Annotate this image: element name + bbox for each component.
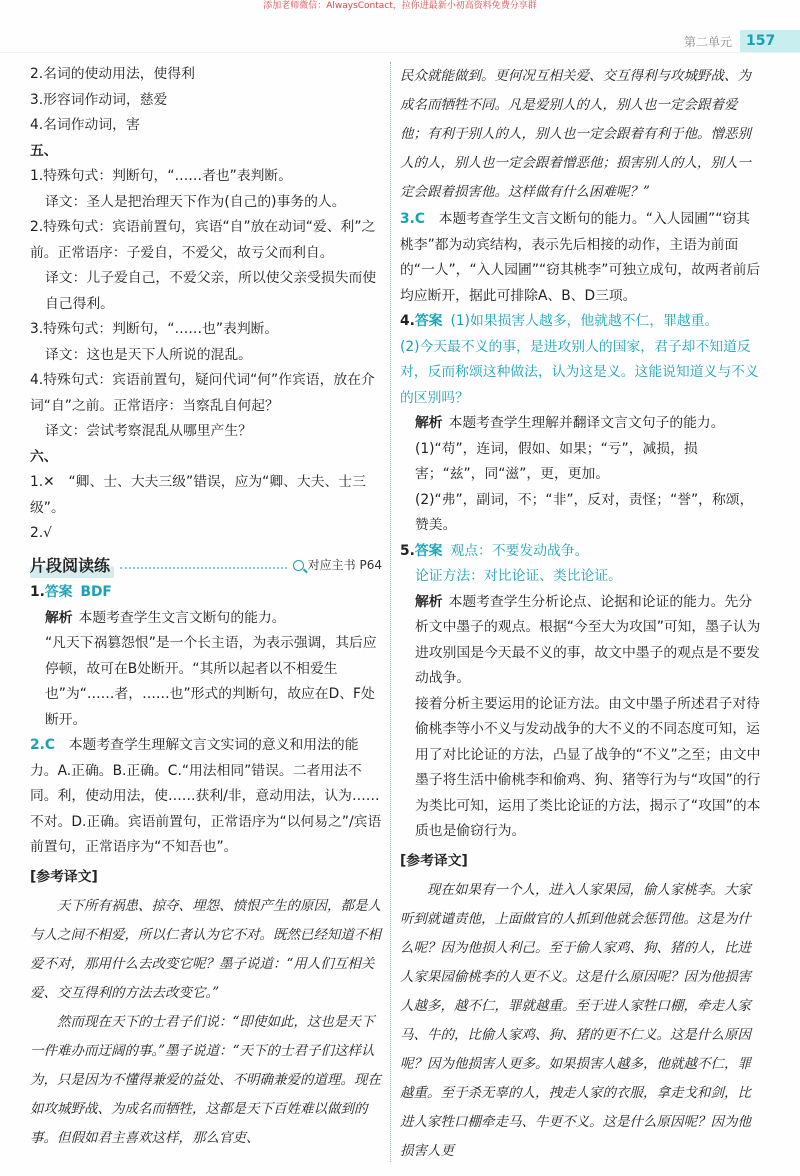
dotted-leader — [120, 567, 287, 569]
answer-line: 3.形容词作动词，慈爱 — [30, 91, 168, 108]
answer-label: 答案 — [414, 542, 443, 559]
analysis-text: 本题考查学生理解并翻译文言文句子的能力。 — [448, 415, 725, 431]
answer-line: 2.特殊句式：宾语前置句，宾语“自”放在动词“爱、利”之前。正常语序：子爱自，不爱父，故亏父而利自。 — [30, 219, 376, 261]
page-header — [684, 30, 800, 52]
analysis-body: (2)“弗”，副词，不；“非”，反对，责怪；“誉”，称颂，赞美。 — [415, 491, 754, 533]
answer-label: 答案 — [414, 313, 443, 329]
question-2 — [30, 733, 382, 861]
analysis-text: 本题考查学生分析论点、论据和论证的能力。先分析文中墨子的观点。根据“今至大为攻国”可知，墨子认为进攻别国是今天最不义的事，故文中墨子的观点是不要发动战争。 — [415, 593, 761, 686]
header-rule — [0, 52, 800, 53]
section-ref-text: 对应主书 P64 — [307, 557, 382, 572]
analysis-label: 解析 — [415, 415, 443, 431]
question-1-answer — [30, 580, 382, 606]
analysis-body: “凡天下祸篡怨恨”是一个长主语，为表示强调，其后应停顿，故可在B处断开。“其所以起者以不相爱生也”为“……者，……也”形式的判断句，故应在D、F处断开。 — [45, 635, 377, 728]
answer-line: 4.名词作动词，害 — [30, 117, 140, 133]
translation-line: 译文：尝试考察混乱从哪里产生？ — [45, 423, 252, 439]
translation-line: 译文：圣人是把治理天下作为(自己的)事务的人。 — [45, 193, 346, 210]
analysis-label: 解析 — [45, 609, 73, 626]
question-number: 4. — [400, 313, 415, 329]
analysis-text: 本题考查学生文言文断句的能力。 — [78, 609, 286, 626]
question-number: 5. — [400, 542, 415, 559]
section-title-bar — [30, 553, 382, 579]
answer-value: BDF — [80, 584, 112, 600]
translation-line: 译文：这也是天下人所说的混乱。 — [45, 346, 252, 363]
question-number: 3.C — [400, 211, 425, 227]
question-5-answer — [400, 539, 762, 565]
section-title: 片段阅读练 — [30, 553, 114, 579]
search-icon — [293, 560, 304, 571]
left-column — [30, 62, 382, 1153]
unit-label: 第二单元 — [683, 34, 732, 49]
reference-translation-text: 民众就能做到。更何况互相关爱、交互得利与攻城野战、为成名而牺牲不同。凡是爱别人的人，别人也一定会跟着爱他；有利于别人的人，别人也一定会跟着有利于他。憎恶别人的人，别人也一定会跟着憎恶他；损害别人的人，别人一定会跟着损害他。这样做有什么困难呢？” — [400, 68, 751, 200]
question-1-analysis — [30, 606, 382, 632]
question-body: 本题考查学生文言文断句的能力。“入人园圃”“窃其桃李”都为动宾结构，表示先后相接的动作，主语为前面的“一人”，“入人园圃”“窃其桃李”可独立成句，故两者前后均应断开，据此可排除A、B、D三项。 — [400, 211, 761, 304]
answer-line: 1.特殊句式：判断句，“……者也”表判断。 — [30, 168, 293, 184]
section-heading-5: 五、 — [30, 142, 58, 159]
answer-line: 3.特殊句式：判断句，“……也”表判断。 — [30, 321, 279, 337]
question-number: 1. — [30, 584, 45, 600]
right-column — [400, 62, 762, 1166]
analysis-body: 接着分析主要运用的论证方法。由文中墨子所述君子对待偷桃李等小不义与发动战争的大不义的不同态度可知，运用了对比论证的方法，凸显了战争的“不义”之至；由文中墨子将生活中偷桃李和偷鸡、狗、猪等行为与“攻国”的行为类比可知，运用了类比论证的方法，揭示了“攻国”的本质也是偷窃行为。 — [415, 695, 761, 839]
reference-translation-text: 现在如果有一个人，进入人家果园，偷人家桃李。大家听到就谴责他，上面做官的人抓到他就会惩罚他。这是为什么呢？因为他损人利己。至于偷人家鸡、狗、猪的人，比进人家果园偷桃李的人更不义。这是什么原因呢？因为他损害人越多，越不仁，罪就越重。至于进人家牲口棚，牵走人家马、牛的，比偷人家鸡、狗、猪的更不仁义。这是什么原因呢？因为他损害人更多。如果损害人越多，他就越不仁，罪越重。至于杀无辜的人，拽走人家的衣服，拿走戈和剑，比进人家牲口棚牵走马、牛更不义。这是什么原因呢？因为他损害人更 — [400, 882, 751, 1159]
answer-value: 论证方法：对比论证、类比论证。 — [415, 568, 622, 584]
question-number: 2.C — [30, 737, 55, 753]
answer-line: 4.特殊句式：宾语前置句，疑问代词“何”作宾语，放在介词“自”之前。正常语序：当察乱自何起？ — [30, 372, 375, 414]
answer-line: 2.名词的使动用法，使得利 — [30, 66, 195, 82]
section-heading-6: 六、 — [30, 448, 58, 465]
answer-value: 观点：不要发动战争。 — [450, 542, 589, 559]
column-divider — [390, 62, 391, 1162]
translation-line: 译文：儿子爱自己，不爱父亲，所以使父亲受损失而使自己得利。 — [45, 270, 377, 312]
answer-value: (2)今天最不义的事，是进攻别人的国家，君子却不知道反对，反而称颂这种做法，认为这是义。这能说知道义与不义的区别吗？ — [400, 338, 759, 406]
answer-line: 1.✕ “卿、士、大夫三级”错误，应为“卿、大夫、士三级”。 — [30, 474, 366, 516]
top-watermark-note: 添加老师微信：AlwaysContact，拉你进最新小初高资料免费分享群 — [263, 1, 537, 11]
reference-translation-text: 然而现在天下的士君子们说：“即使如此，这也是天下一件难办而迂阔的事。”墨子说道：“天下的士君子们这样认为，只是因为不懂得兼爱的益处、不明确兼爱的道理。现在如攻城野战、为成名而牺牲，这都是天下百姓难以做到的事。但假如君主喜欢这样，那么官吏、 — [30, 1014, 381, 1146]
answer-label: 答案 — [44, 584, 73, 600]
reference-translation-text: 天下所有祸患、掠夺、埋怨、愤恨产生的原因，都是人与人之间不相爱，所以仁者认为它不对。既然已经知道不相爱不对，那用什么去改变它呢？墨子说道：“用人们互相关爱、交互得利的方法去改变它。” — [30, 898, 381, 1001]
question-4-answer — [400, 309, 762, 335]
question-body: 本题考查学生理解文言文实词的意义和用法的能力。A.正确。B.正确。C.“用法相同”错误。二者用法不同。利，使动用法，使……获利/非，意动用法，认为……不对。D.正确。宾语前置句，正常语序为“以何易之”/宾语前置句，正常语序为“不知吾也”。 — [30, 737, 382, 855]
answer-value: (1)如果损害人越多，他就越不仁，罪越重。 — [450, 313, 719, 329]
question-5-analysis — [400, 590, 762, 692]
analysis-label: 解析 — [415, 593, 443, 610]
page-number: 157 — [740, 30, 800, 52]
reference-translation-title: [参考译文] — [400, 852, 468, 869]
answer-line: 2.√ — [30, 525, 52, 541]
reference-translation-title: [参考译文] — [30, 868, 98, 885]
section-ref — [293, 553, 382, 579]
question-3 — [400, 207, 762, 309]
analysis-body: (1)“苟”，连词，假如、如果；“亏”，减损，损害；“兹”，同“滋”，更，更加。 — [415, 440, 698, 482]
question-4-analysis — [400, 411, 762, 437]
